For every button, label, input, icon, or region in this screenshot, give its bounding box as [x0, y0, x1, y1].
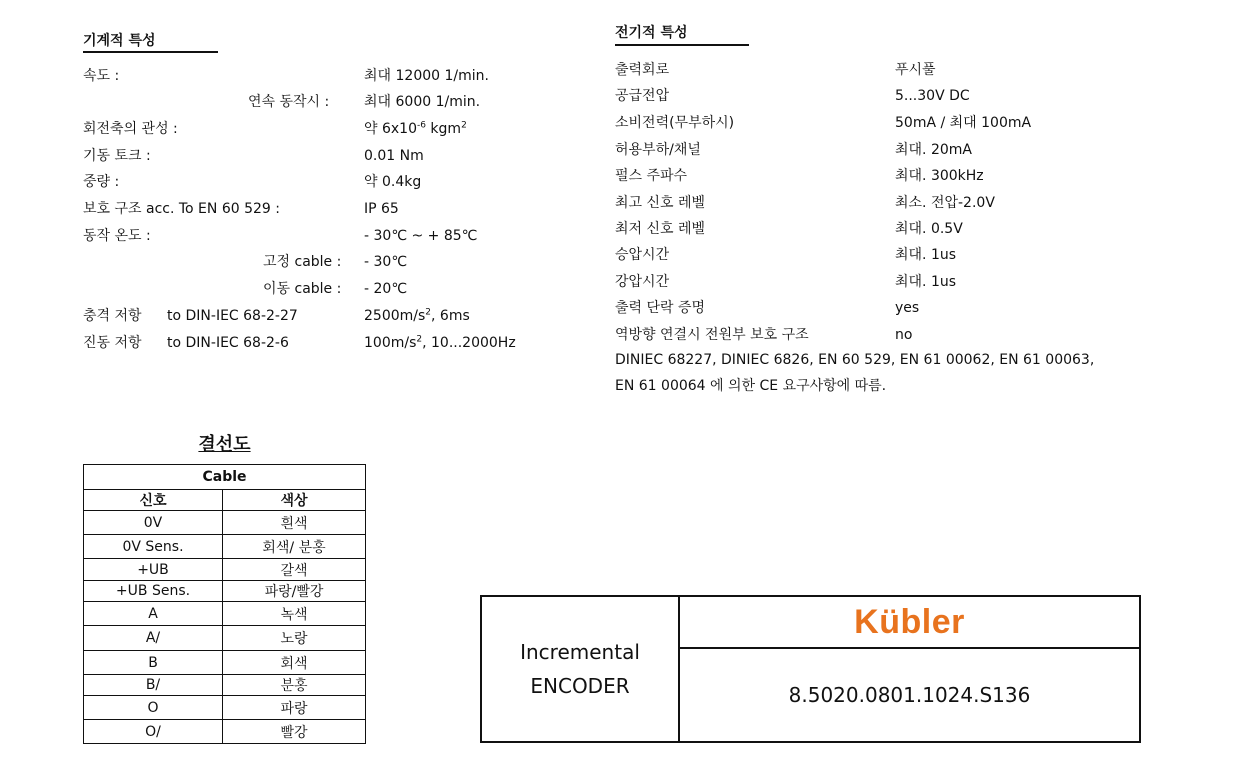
- table-row: [84, 602, 366, 626]
- spec-value: 최대. 1us: [895, 274, 957, 290]
- wiring-table: [83, 464, 366, 744]
- signal-cell: B/: [84, 675, 223, 696]
- spec-label: 강압시간: [615, 274, 670, 290]
- color-cell: 갈색: [223, 559, 366, 581]
- signal-cell: +UB: [84, 559, 223, 581]
- spec-label: 허용부하/채널: [615, 142, 701, 158]
- spec-label: 연속 동작시 :: [248, 94, 330, 110]
- spec-label: 최저 신호 레벨: [615, 221, 706, 237]
- spec-label: 이동 cable :: [263, 281, 342, 297]
- color-cell: 파랑: [223, 696, 366, 720]
- spec-value: 푸시풀: [895, 62, 936, 78]
- spec-label: 출력회로: [615, 62, 670, 78]
- spec-value: 0.01 Nm: [364, 148, 424, 164]
- spec-label: 충격 저항: [83, 308, 142, 324]
- table-row: [84, 696, 366, 720]
- spec-value: no: [895, 327, 913, 343]
- table-row: [84, 675, 366, 696]
- spec-label: 동작 온도 :: [83, 228, 151, 244]
- spec-label: 펄스 주파수: [615, 168, 688, 184]
- product-title-block: [480, 595, 1141, 743]
- signal-cell: 0V Sens.: [84, 535, 223, 559]
- color-cell: 노랑: [223, 626, 366, 651]
- spec-value: IP 65: [364, 201, 399, 217]
- spec-label: 속도 :: [83, 68, 120, 84]
- spec-label: 공급전압: [615, 88, 670, 104]
- product-type-line2: ENCODER: [530, 674, 630, 698]
- spec-label: 회전축의 관성 :: [83, 121, 178, 137]
- col-header-color: 색상: [223, 490, 366, 511]
- mechanical-title-underline: [83, 51, 218, 53]
- spec-label: 소비전력(무부하시): [615, 115, 735, 131]
- color-cell: 흰색: [223, 511, 366, 535]
- spec-label: 중량 :: [83, 174, 120, 190]
- col-header-signal: 신호: [84, 490, 223, 511]
- color-cell: 파랑/빨강: [223, 581, 366, 602]
- spec-value: 최소. 전압-2.0V: [895, 195, 995, 211]
- signal-cell: A/: [84, 626, 223, 651]
- table-row: [84, 559, 366, 581]
- wiring-title: 결선도: [198, 434, 251, 455]
- color-cell: 빨강: [223, 720, 366, 744]
- color-cell: 분홍: [223, 675, 366, 696]
- spec-value: - 30℃ ~ + 85℃: [364, 228, 478, 244]
- spec-label: 보호 구조 acc. To EN 60 529 :: [83, 201, 280, 217]
- product-type: [482, 635, 678, 703]
- electrical-title-underline: [615, 44, 749, 46]
- signal-cell: A: [84, 602, 223, 626]
- spec-standard: to DIN-IEC 68-2-6: [167, 335, 289, 351]
- spec-value: - 20℃: [364, 281, 408, 297]
- color-cell: 회색: [223, 651, 366, 675]
- spec-value: 약 0.4kg: [364, 174, 422, 190]
- product-type-line1: Incremental: [520, 640, 640, 664]
- spec-label: 고정 cable :: [263, 254, 342, 270]
- spec-label: 출력 단락 증명: [615, 300, 706, 316]
- spec-standard: to DIN-IEC 68-2-27: [167, 308, 298, 324]
- spec-value-shock: $2500m/s^2$, 6ms: [364, 307, 470, 324]
- compliance-note-line1: DINIEC 68227, DINIEC 6826, EN 60 529, EN 61 00062, EN 61 00063,: [615, 352, 1095, 368]
- electrical-title: 전기적 특성: [615, 25, 688, 41]
- signal-cell: 0V: [84, 511, 223, 535]
- color-cell: 회색/ 분홍: [223, 535, 366, 559]
- table-row: [84, 720, 366, 744]
- mechanical-title: 기계적 특성: [83, 33, 156, 49]
- signal-cell: +UB Sens.: [84, 581, 223, 602]
- spec-value: - 30℃: [364, 254, 408, 270]
- brand-logo: Kübler: [854, 603, 965, 641]
- wiring-caption: Cable: [84, 465, 366, 490]
- table-row: [84, 581, 366, 602]
- table-row: [84, 651, 366, 675]
- spec-value: yes: [895, 300, 920, 316]
- spec-value: 최대 6000 1/min.: [364, 94, 481, 110]
- spec-label: 최고 신호 레벨: [615, 195, 706, 211]
- spec-label: 기동 토크 :: [83, 148, 151, 164]
- spec-label: 승압시간: [615, 247, 670, 263]
- spec-value: 최대 12000 1/min.: [364, 68, 489, 84]
- table-row: [84, 511, 366, 535]
- spec-value: 최대. 20mA: [895, 142, 972, 158]
- table-row: [84, 626, 366, 651]
- spec-value-inertia: 약 $6x10^{-6}$ kgm$^2$: [364, 120, 467, 137]
- spec-label: 진동 저항: [83, 335, 142, 351]
- spec-value: 50mA / 최대 100mA: [895, 115, 1032, 131]
- table-row: [84, 535, 366, 559]
- compliance-note-line2: EN 61 00064 에 의한 CE 요구사항에 따름.: [615, 378, 887, 394]
- spec-value-vibration: $100m/s^2$, 10...2000Hz: [364, 334, 516, 351]
- color-cell: 녹색: [223, 602, 366, 626]
- spec-value: 최대. 1us: [895, 247, 957, 263]
- spec-value: 최대. 300kHz: [895, 168, 984, 184]
- signal-cell: O: [84, 696, 223, 720]
- signal-cell: B: [84, 651, 223, 675]
- spec-value: 5...30V DC: [895, 88, 970, 104]
- signal-cell: O/: [84, 720, 223, 744]
- order-code: 8.5020.0801.1024.S136: [788, 683, 1031, 707]
- spec-label: 역방향 연결시 전원부 보호 구조: [615, 327, 809, 343]
- spec-value: 최대. 0.5V: [895, 221, 963, 237]
